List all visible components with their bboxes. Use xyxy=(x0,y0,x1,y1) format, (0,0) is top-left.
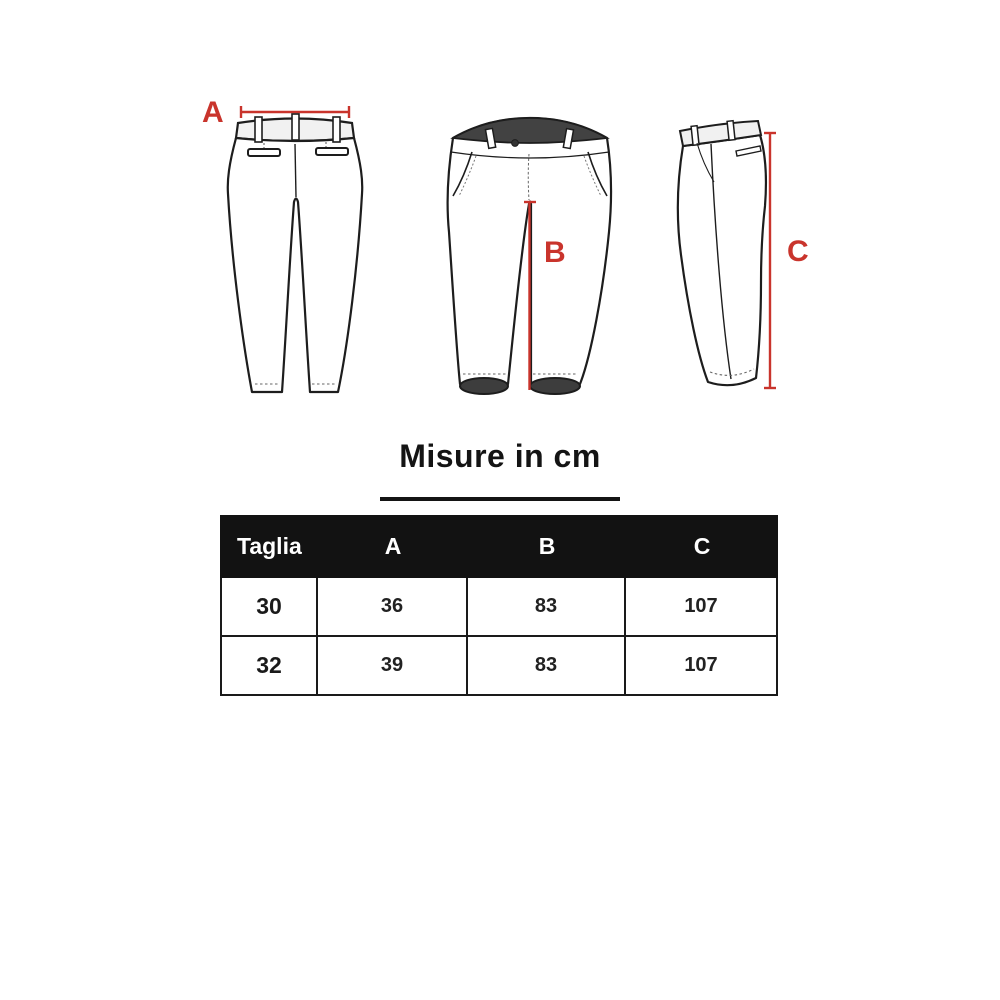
front-button xyxy=(512,140,519,147)
cell-measure-c: 107 xyxy=(684,654,718,676)
measure-label-a: A xyxy=(202,96,224,129)
measure-label-c: C xyxy=(787,235,809,268)
table-row xyxy=(222,578,776,635)
page-title: Misure in cm xyxy=(399,438,601,474)
size-table-header-c: C xyxy=(693,533,711,559)
cell-measure-b: 83 xyxy=(468,578,626,635)
cell-measure-a: 36 xyxy=(318,578,468,635)
cell-measure-c: 107 xyxy=(684,595,718,617)
side-body-outline xyxy=(678,135,766,385)
cell-size: 32 xyxy=(222,637,318,694)
front-left-hem-opening xyxy=(460,378,508,394)
cell-measure-a: 39 xyxy=(318,637,468,694)
back-center-seam xyxy=(295,144,296,197)
pants-front-view-drawing xyxy=(445,110,615,402)
pants-side-view-drawing xyxy=(670,110,785,402)
size-table-header-row xyxy=(220,515,778,578)
measure-label-b: B xyxy=(544,236,566,269)
size-table-body xyxy=(220,578,778,696)
size-table-header-a: A xyxy=(384,533,402,559)
pants-back-view-drawing xyxy=(222,102,368,402)
size-table-header-taglia: Taglia xyxy=(237,533,302,559)
title-underline xyxy=(380,497,620,501)
cell-measure-b: 83 xyxy=(468,637,626,694)
cell-size: 30 xyxy=(222,578,318,635)
front-right-hem-opening xyxy=(530,378,580,394)
front-waistband-interior xyxy=(453,118,607,143)
size-table xyxy=(220,515,778,696)
table-row xyxy=(222,635,776,694)
size-table-header-b: B xyxy=(538,533,556,559)
